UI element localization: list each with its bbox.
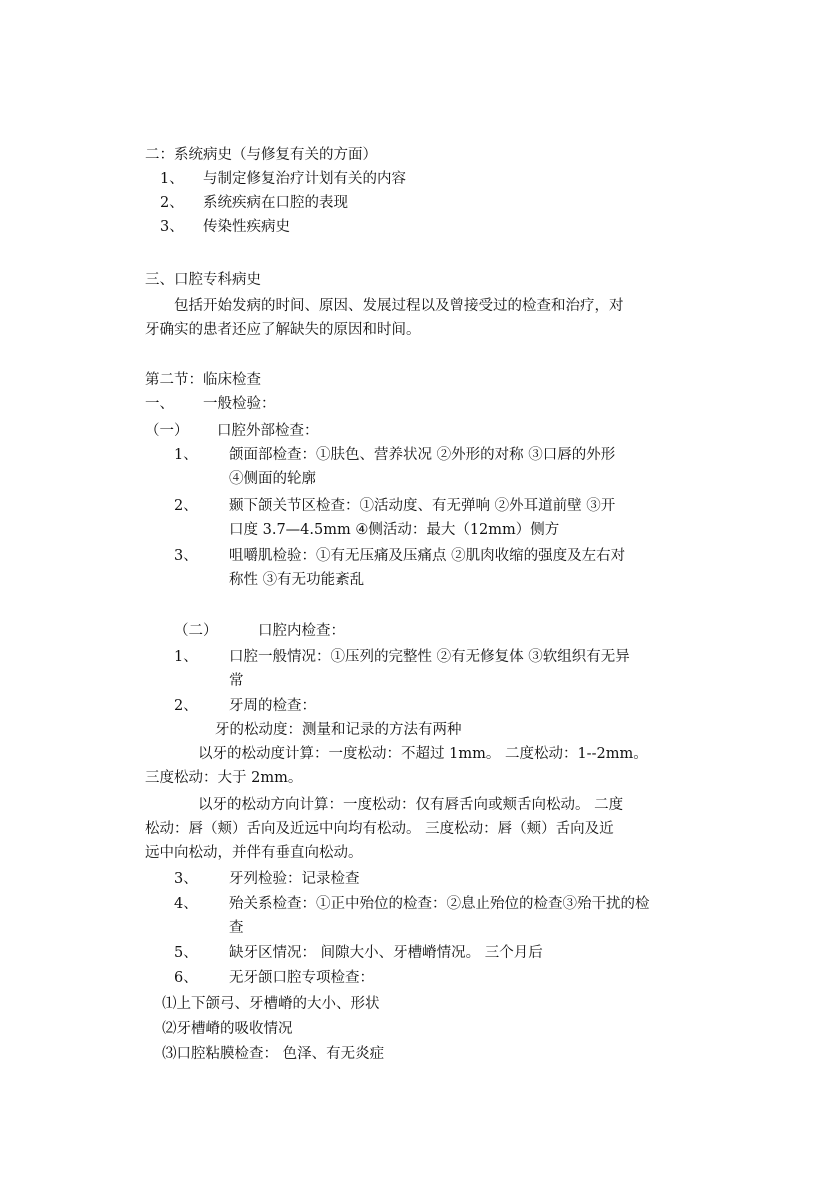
list-number: 5、 — [174, 945, 198, 961]
list-number: 一、 — [145, 396, 174, 412]
list-item: 传染性疾病史 — [203, 219, 290, 235]
sub-list-item: ⑵牙槽嵴的吸收情况 — [162, 1021, 293, 1037]
list-item: 颌面部检查：①肤色、营养状况 ②外形的对称 ③口唇的外形 — [229, 447, 616, 463]
paragraph-line: 包括开始发病的时间、原因、发展过程以及曾接受过的检查和治疗，对 — [174, 298, 624, 314]
subheading-external-exam: 口腔外部检查： — [217, 423, 319, 439]
list-number: 1、 — [174, 447, 198, 463]
list-number: （二） — [174, 623, 218, 639]
list-number: 2、 — [174, 498, 198, 514]
paragraph-line: 远中向松动，并伴有垂直向松动。 — [145, 845, 363, 861]
paragraph-line: 松动：唇（颊）舌向及近远中向均有松动。 三度松动：唇（颊）舌向及近 — [145, 821, 614, 837]
list-item: 缺牙区情况： 间隙大小、牙槽嵴情况。 三个月后 — [229, 945, 543, 961]
list-item: 殆关系检查：①正中殆位的检查：②息止殆位的检查③殆干扰的检 — [229, 896, 650, 912]
list-number: 1、 — [160, 171, 184, 187]
list-number: 3、 — [160, 219, 184, 235]
paragraph-line: 三度松动：大于 2mm。 — [145, 770, 303, 786]
paragraph-line: 以牙的松动方向计算：一度松动：仅有唇舌向或颊舌向松动。 二度 — [198, 797, 624, 813]
list-item-continuation: 常 — [229, 673, 244, 689]
list-item-continuation: ④侧面的轮廓 — [229, 471, 316, 487]
list-item: 系统疾病在口腔的表现 — [203, 195, 348, 211]
list-number: 3、 — [174, 871, 198, 887]
list-number: （一） — [145, 423, 189, 439]
chapter-heading-clinical-exam: 第二节：临床检查 — [145, 372, 261, 388]
sub-list-item: ⑴上下颌弓、牙槽嵴的大小、形状 — [162, 996, 380, 1012]
list-number: 1、 — [174, 649, 198, 665]
list-number: 4、 — [174, 896, 198, 912]
list-number: 2、 — [160, 195, 184, 211]
list-item: 颞下颌关节区检查：①活动度、有无弹响 ②外耳道前壁 ③开 — [229, 498, 616, 514]
list-item-continuation: 口度 3.7—4.5mm ④侧活动：最大（12mm）侧方 — [229, 522, 560, 538]
subheading-internal-exam: 口腔内检查： — [258, 623, 345, 639]
list-item: 口腔一般情况：①压列的完整性 ②有无修复体 ③软组织有无异 — [229, 649, 630, 665]
paragraph-line: 牙的松动度：测量和记录的方法有两种 — [215, 722, 462, 738]
subheading-general-exam: 一般检验： — [203, 396, 276, 412]
list-item: 咀嚼肌检验：①有无压痛及压痛点 ②肌肉收缩的强度及左右对 — [229, 548, 626, 564]
list-item: 牙周的检查： — [229, 698, 316, 714]
list-item: 无牙颌口腔专项检查： — [229, 970, 374, 986]
section-heading-system-history: 二：系统病史（与修复有关的方面） — [145, 147, 377, 163]
list-item-continuation: 查 — [229, 920, 244, 936]
paragraph-line: 以牙的松动度计算：一度松动：不超过 1mm。 二度松动：1--2mm。 — [198, 746, 648, 762]
list-number: 2、 — [174, 698, 198, 714]
list-number: 3、 — [174, 548, 198, 564]
section-heading-oral-history: 三、口腔专科病史 — [145, 272, 261, 288]
list-item: 与制定修复治疗计划有关的内容 — [203, 171, 406, 187]
list-item: 牙列检验：记录检查 — [229, 871, 360, 887]
list-number: 6、 — [174, 970, 198, 986]
sub-list-item: ⑶口腔粘膜检查： 色泽、有无炎症 — [162, 1046, 385, 1062]
paragraph-line: 牙确实的患者还应了解缺失的原因和时间。 — [145, 322, 421, 338]
list-item-continuation: 称性 ③有无功能紊乱 — [229, 572, 365, 588]
